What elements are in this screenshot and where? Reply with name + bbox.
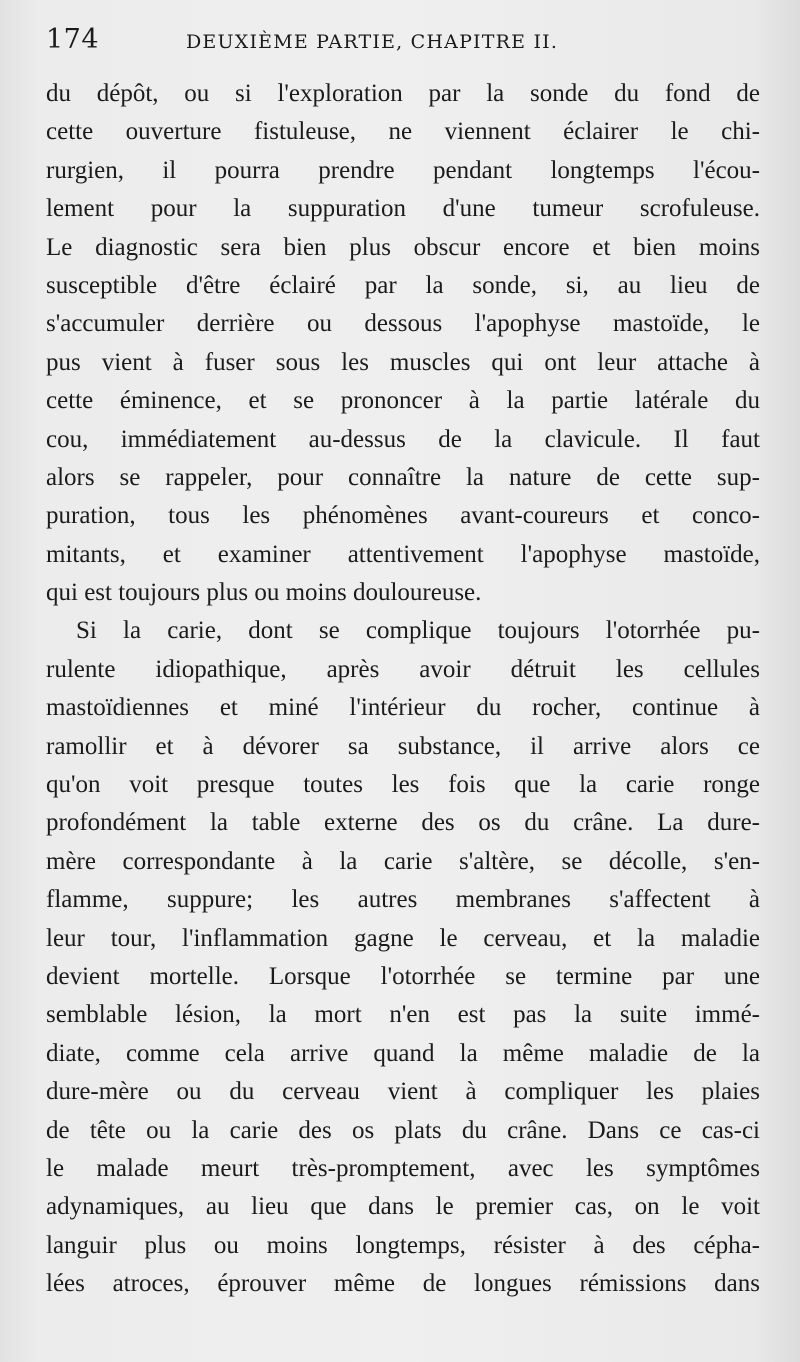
text-line: qu'on voit presque toutes les fois que la carie ronge	[46, 771, 760, 799]
text-line: ramollir et à dévorer sa substance, il arrive alors ce	[46, 732, 760, 760]
text-line: profondément la table externe des os du crâne. La dure-	[46, 809, 760, 837]
text-line: lement pour la suppuration d'une tumeur scrofuleuse.	[46, 195, 760, 223]
text-line: cette ouverture fistuleuse, ne viennent éclairer le chi-	[46, 118, 760, 146]
text-line: du dépôt, ou si l'exploration par la sonde du fond de	[46, 80, 760, 107]
text-line: s'accumuler derrière ou dessous l'apophyse mastoïde, le	[46, 310, 760, 338]
text-line: rurgien, il pourra prendre pendant longtemps l'écou-	[46, 156, 760, 184]
body-text	[46, 75, 760, 1304]
paragraph	[46, 612, 760, 1303]
text-line: leur tour, l'inflammation gagne le cerveau, et la maladie	[46, 924, 760, 952]
text-line: semblable lésion, la mort n'en est pas la suite immé-	[46, 1001, 760, 1029]
text-line: mère correspondante à la carie s'altère, se décolle, s'en-	[46, 847, 760, 875]
text-line: rulente idiopathique, après avoir détruit les cellules	[46, 655, 760, 683]
text-line: languir plus ou moins longtemps, résister à des cépha-	[46, 1231, 760, 1259]
text-line: Le diagnostic sera bien plus obscur encore et bien moins	[46, 233, 760, 261]
text-line: pus vient à fuser sous les muscles qui ont leur attache à	[46, 348, 760, 376]
text-line: devient mortelle. Lorsque l'otorrhée se termine par une	[46, 962, 760, 990]
text-line: cou, immédiatement au-dessus de la clavicule. Il faut	[46, 425, 760, 453]
text-line: puration, tous les phénomènes avant-coureurs et conco-	[46, 502, 760, 530]
text-line: mastoïdiennes et miné l'intérieur du rocher, continue à	[46, 694, 760, 722]
text-line: dure-mère ou du cerveau vient à compliquer les plaies	[46, 1078, 760, 1106]
text-line: diate, comme cela arrive quand la même maladie de la	[46, 1039, 760, 1067]
text-line: cette éminence, et se prononcer à la partie latérale du	[46, 387, 760, 415]
text-line: susceptible d'être éclairé par la sonde, si, au lieu de	[46, 271, 760, 299]
text-line: qui est toujours plus ou moins douloureuse.	[46, 579, 482, 607]
page-number: 174	[46, 24, 100, 55]
text-line: alors se rappeler, pour connaître la nature de cette sup-	[46, 463, 760, 491]
page-header	[46, 20, 760, 60]
text-line: le malade meurt très-promptement, avec les symptômes	[46, 1154, 760, 1182]
text-line: flamme, suppure; les autres membranes s'affectent à	[46, 886, 760, 914]
text-line: adynamiques, au lieu que dans le premier cas, on le voit	[46, 1193, 760, 1221]
text-line: Si la carie, dont se complique toujours l'otorrhée pu-	[76, 617, 760, 645]
paragraph	[46, 75, 760, 612]
text-line: mitants, et examiner attentivement l'apophyse mastoïde,	[46, 540, 760, 568]
running-head: DEUXIÈME PARTIE, CHAPITRE II.	[186, 31, 559, 53]
text-line: lées atroces, éprouver même de longues rémissions dans	[46, 1270, 760, 1298]
text-line: de tête ou la carie des os plats du crâne. Dans ce cas-ci	[46, 1116, 760, 1144]
